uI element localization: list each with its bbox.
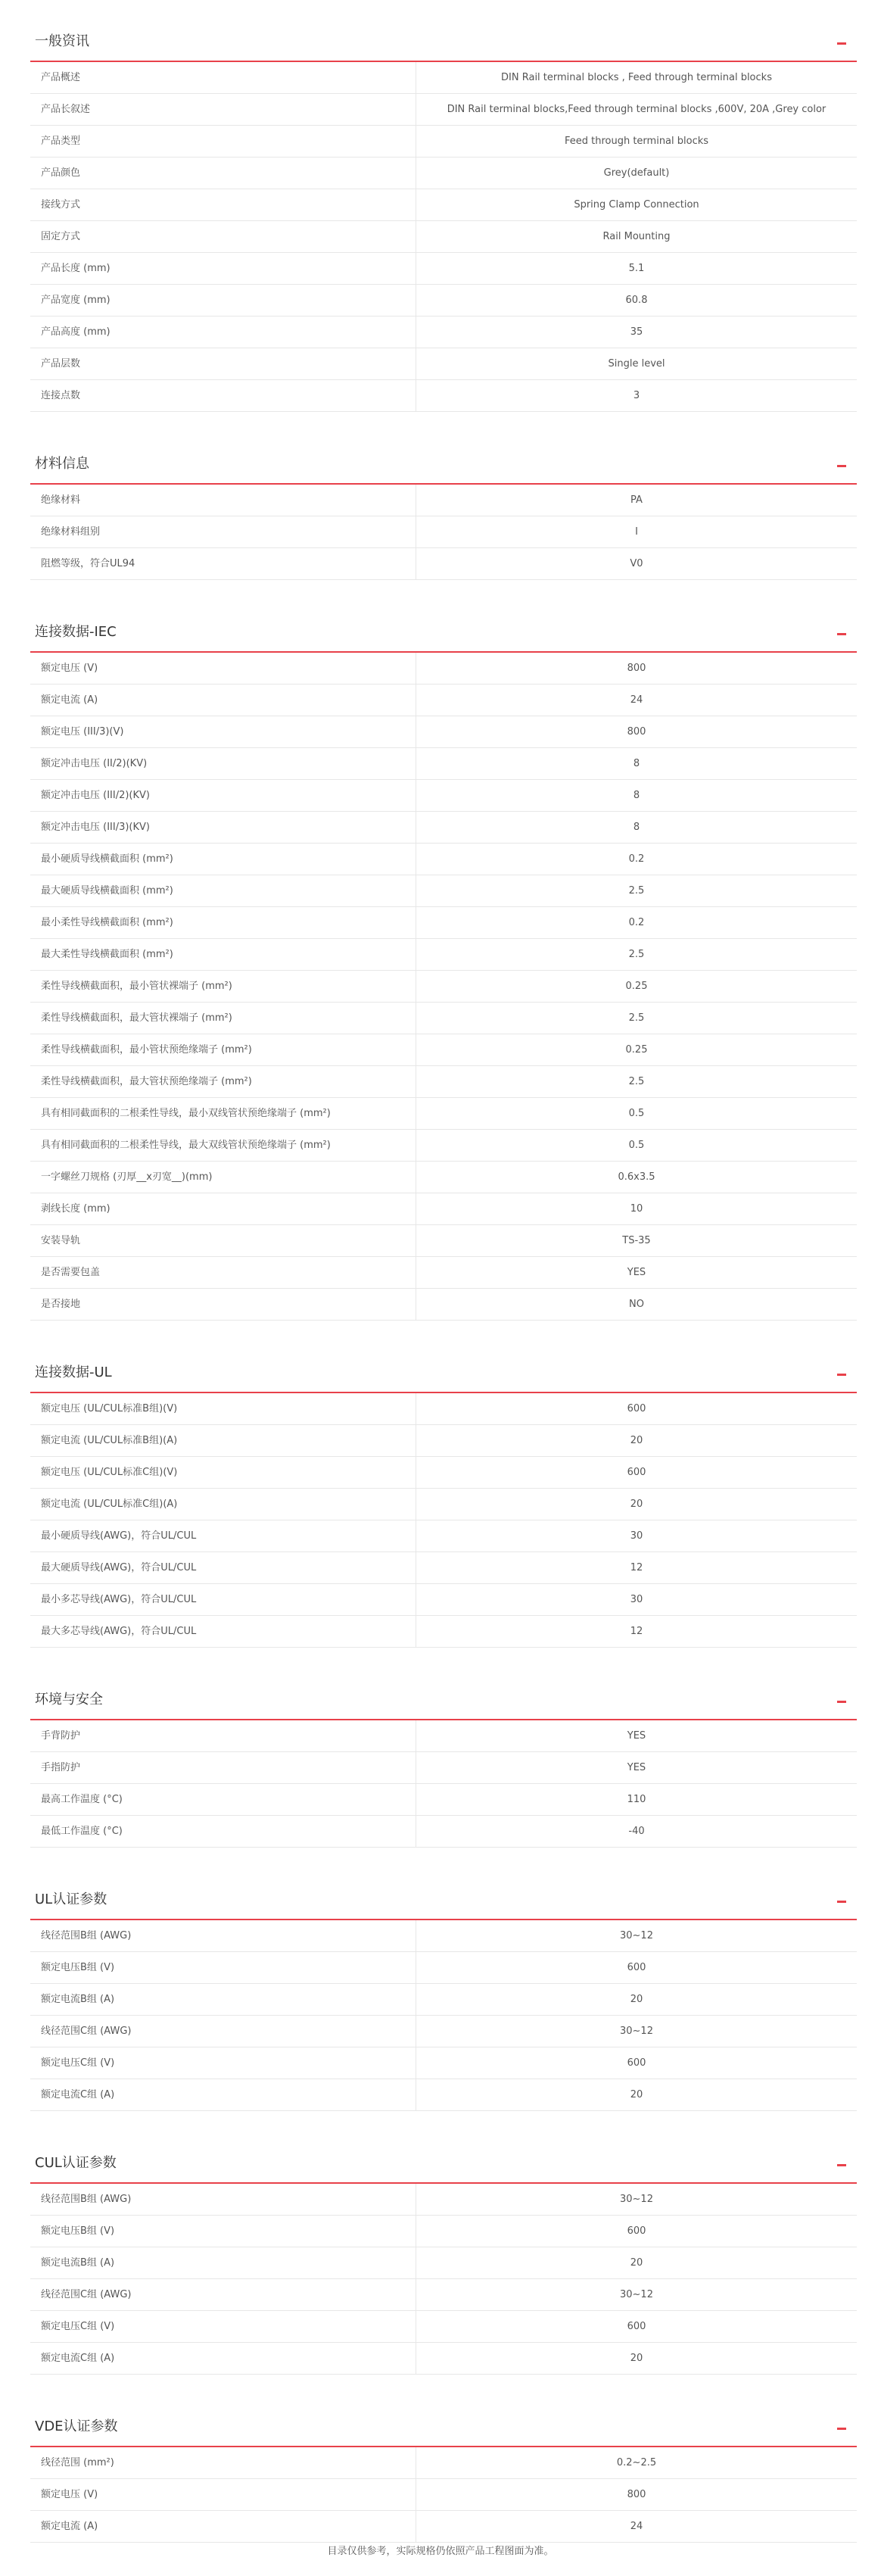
spec-value: 20 <box>630 2257 643 2269</box>
spec-value: 0.2~2.5 <box>616 2457 657 2468</box>
spec-row <box>30 939 857 971</box>
section-header[interactable] <box>30 613 857 653</box>
spec-value: 20 <box>630 1994 643 2005</box>
spec-row <box>30 1752 857 1784</box>
spec-label: 额定电压 (V) <box>30 2479 416 2510</box>
spec-row <box>30 2311 857 2343</box>
spec-label: 手背防护 <box>30 1720 416 1751</box>
spec-value: Rail Mounting <box>602 231 671 242</box>
spec-label: 具有相同截面积的二根柔性导线，最大双线管状预绝缘端子 (mm²) <box>30 1130 416 1161</box>
spec-row <box>30 748 857 780</box>
spec-row <box>30 1393 857 1425</box>
spec-value: 0.25 <box>625 1044 648 1056</box>
spec-label: 最大硬质导线横截面积 (mm²) <box>30 875 416 906</box>
spec-label: 额定冲击电压 (III/2)(KV) <box>30 780 416 811</box>
spec-label: 柔性导线横截面积，最大管状裸端子 (mm²) <box>30 1003 416 1034</box>
spec-label: 额定电压 (UL/CUL标准B组)(V) <box>30 1393 416 1424</box>
minus-icon[interactable] <box>837 465 846 467</box>
spec-value: Single level <box>608 358 665 370</box>
spec-value: Spring Clamp Connection <box>574 199 699 211</box>
spec-value: 30 <box>630 1594 643 1605</box>
spec-value: 600 <box>627 2225 646 2237</box>
spec-row <box>30 812 857 844</box>
spec-row <box>30 1162 857 1193</box>
spec-value: 2.5 <box>628 1076 645 1087</box>
spec-value: 8 <box>633 822 640 833</box>
spec-label: 最大多芯导线(AWG)，符合UL/CUL <box>30 1616 416 1647</box>
spec-value: 12 <box>630 1626 643 1637</box>
spec-label: 产品概述 <box>30 62 416 93</box>
spec-label: 额定电流 (A) <box>30 685 416 716</box>
spec-value: 2.5 <box>628 949 645 960</box>
spec-label: 是否接地 <box>30 1289 416 1320</box>
spec-row <box>30 1098 857 1130</box>
spec-row <box>30 2447 857 2479</box>
spec-row <box>30 548 857 580</box>
spec-value: I <box>635 526 638 538</box>
spec-value: 30 <box>630 1530 643 1542</box>
spec-row <box>30 685 857 716</box>
spec-row <box>30 2279 857 2311</box>
spec-label: 额定电流 (UL/CUL标准B组)(A) <box>30 1425 416 1456</box>
spec-label: 额定电流B组 (A) <box>30 2247 416 2278</box>
spec-label: 最小多芯导线(AWG)，符合UL/CUL <box>30 1584 416 1615</box>
spec-value: 8 <box>633 758 640 769</box>
spec-row <box>30 2247 857 2279</box>
spec-label: 绝缘材料组别 <box>30 516 416 547</box>
spec-value: 800 <box>627 726 646 738</box>
footer-note: 目录仅供参考，实际规格仍依照产品工程图面为准。 <box>327 2546 554 2557</box>
section-title: CUL认证参数 <box>35 2155 117 2171</box>
spec-value: 2.5 <box>628 1012 645 1024</box>
spec-value: PA <box>630 494 643 506</box>
spec-section <box>30 2144 857 2375</box>
spec-label: 产品层数 <box>30 348 416 379</box>
spec-label: 产品高度 (mm) <box>30 317 416 348</box>
spec-value: 0.25 <box>625 981 648 992</box>
spec-value: 30~12 <box>620 2194 653 2205</box>
spec-label: 固定方式 <box>30 221 416 252</box>
section-header[interactable] <box>30 2144 857 2184</box>
spec-value: DIN Rail terminal blocks,Feed through terminal blocks ,600V, 20A ,Grey color <box>447 104 827 115</box>
spec-value: 12 <box>630 1562 643 1573</box>
spec-value: Grey(default) <box>603 167 670 179</box>
spec-row <box>30 2479 857 2511</box>
spec-label: 额定电压 (III/3)(V) <box>30 716 416 747</box>
spec-row <box>30 1952 857 1984</box>
spec-value: 600 <box>627 2321 646 2332</box>
spec-value: 0.6x3.5 <box>618 1171 655 1183</box>
spec-section <box>30 1881 857 2111</box>
spec-value: 20 <box>630 1435 643 1446</box>
spec-label: 阻燃等级，符合UL94 <box>30 548 416 579</box>
spec-value: 800 <box>627 663 646 674</box>
spec-label: 额定电流C组 (A) <box>30 2079 416 2110</box>
spec-value: 30~12 <box>620 2289 653 2300</box>
spec-row <box>30 2016 857 2047</box>
spec-label: 最小硬质导线横截面积 (mm²) <box>30 844 416 875</box>
section-header[interactable] <box>30 2408 857 2447</box>
spec-label: 产品宽度 (mm) <box>30 285 416 316</box>
spec-value: 24 <box>630 2521 643 2532</box>
spec-value: 5.1 <box>628 263 645 274</box>
spec-row <box>30 1130 857 1162</box>
spec-label: 额定电压B组 (V) <box>30 2216 416 2247</box>
spec-row <box>30 1003 857 1034</box>
spec-label: 线径范围 (mm²) <box>30 2447 416 2478</box>
spec-row <box>30 2216 857 2247</box>
spec-row <box>30 380 857 412</box>
spec-section <box>30 23 857 412</box>
spec-label: 额定电流 (A) <box>30 2511 416 2542</box>
spec-label: 一字螺丝刀规格 (刃厚__x刃宽__)(mm) <box>30 1162 416 1193</box>
spec-value: Feed through terminal blocks <box>564 136 709 147</box>
spec-value: 35 <box>630 326 643 338</box>
spec-section <box>30 1354 857 1648</box>
spec-row <box>30 253 857 285</box>
spec-row <box>30 1425 857 1457</box>
section-title: 材料信息 <box>35 456 89 472</box>
spec-label: 最高工作温度 (°C) <box>30 1784 416 1815</box>
spec-value: -40 <box>628 1826 645 1837</box>
spec-label: 最小柔性导线横截面积 (mm²) <box>30 907 416 938</box>
spec-row <box>30 1289 857 1321</box>
section-title: 环境与安全 <box>35 1692 103 1707</box>
section-header[interactable] <box>30 23 857 62</box>
spec-row <box>30 2047 857 2079</box>
spec-row <box>30 157 857 189</box>
spec-value: 0.2 <box>628 917 645 928</box>
spec-value: YES <box>627 1267 646 1278</box>
spec-row <box>30 1552 857 1584</box>
spec-label: 柔性导线横截面积，最小管状预绝缘端子 (mm²) <box>30 1034 416 1065</box>
spec-row <box>30 126 857 157</box>
spec-row <box>30 62 857 94</box>
spec-row <box>30 875 857 907</box>
spec-section <box>30 1681 857 1848</box>
section-header[interactable] <box>30 1354 857 1393</box>
spec-label: 额定电压B组 (V) <box>30 1952 416 1983</box>
spec-value: 24 <box>630 694 643 706</box>
spec-label: 连接点数 <box>30 380 416 411</box>
spec-row <box>30 189 857 221</box>
spec-label: 具有相同截面积的二根柔性导线，最小双线管状预绝缘端子 (mm²) <box>30 1098 416 1129</box>
spec-label: 线径范围B组 (AWG) <box>30 1920 416 1951</box>
spec-label: 产品颜色 <box>30 157 416 189</box>
spec-row <box>30 2511 857 2543</box>
spec-label: 额定电压 (UL/CUL标准C组)(V) <box>30 1457 416 1488</box>
spec-row <box>30 844 857 875</box>
section-title: 连接数据-IEC <box>35 624 117 640</box>
spec-row <box>30 94 857 126</box>
spec-row <box>30 1034 857 1066</box>
spec-row <box>30 971 857 1003</box>
spec-row <box>30 317 857 348</box>
spec-page <box>30 23 857 2576</box>
section-header[interactable] <box>30 1881 857 1920</box>
spec-label: 额定电压 (V) <box>30 653 416 684</box>
spec-label: 最大硬质导线(AWG)，符合UL/CUL <box>30 1552 416 1583</box>
spec-label: 产品类型 <box>30 126 416 157</box>
spec-label: 额定电压C组 (V) <box>30 2047 416 2079</box>
spec-label: 最大柔性导线横截面积 (mm²) <box>30 939 416 970</box>
spec-label: 最低工作温度 (°C) <box>30 1816 416 1847</box>
spec-value: DIN Rail terminal blocks , Feed through terminal blocks <box>501 72 772 83</box>
spec-row <box>30 1984 857 2016</box>
spec-section <box>30 613 857 1321</box>
spec-label: 额定冲击电压 (II/2)(KV) <box>30 748 416 779</box>
spec-label: 安装导轨 <box>30 1225 416 1256</box>
spec-row <box>30 1066 857 1098</box>
spec-value: 110 <box>627 1794 646 1805</box>
spec-label: 额定电流B组 (A) <box>30 1984 416 2015</box>
spec-value: V0 <box>630 558 643 569</box>
spec-value: 600 <box>627 1962 646 1973</box>
spec-row <box>30 653 857 685</box>
spec-value: 20 <box>630 1499 643 1510</box>
spec-value: 60.8 <box>625 295 648 306</box>
spec-label: 线径范围B组 (AWG) <box>30 2184 416 2215</box>
spec-value: 600 <box>627 1403 646 1414</box>
spec-label: 额定电流 (UL/CUL标准C组)(A) <box>30 1489 416 1520</box>
spec-section <box>30 2408 857 2543</box>
minus-icon[interactable] <box>837 2164 846 2166</box>
section-header[interactable] <box>30 445 857 485</box>
spec-value: 0.5 <box>628 1140 645 1151</box>
spec-label: 剥线长度 (mm) <box>30 1193 416 1224</box>
spec-row <box>30 1457 857 1489</box>
spec-row <box>30 780 857 812</box>
spec-row <box>30 1257 857 1289</box>
minus-icon[interactable] <box>837 2428 846 2430</box>
spec-value: 3 <box>633 390 640 401</box>
spec-label: 最小硬质导线(AWG)，符合UL/CUL <box>30 1520 416 1552</box>
spec-value: 30~12 <box>620 2026 653 2037</box>
spec-label: 产品长叙述 <box>30 94 416 125</box>
spec-label: 线径范围C组 (AWG) <box>30 2279 416 2310</box>
spec-row <box>30 1784 857 1816</box>
spec-row <box>30 2343 857 2375</box>
spec-value: 2.5 <box>628 885 645 897</box>
spec-value: YES <box>627 1762 646 1773</box>
spec-row <box>30 1920 857 1952</box>
section-title: UL认证参数 <box>35 1891 107 1907</box>
spec-value: YES <box>627 1730 646 1742</box>
spec-value: NO <box>629 1299 644 1310</box>
spec-value: 20 <box>630 2089 643 2100</box>
section-title: 一般资讯 <box>35 33 89 49</box>
section-title: 连接数据-UL <box>35 1364 112 1380</box>
minus-icon[interactable] <box>837 1374 846 1376</box>
spec-row <box>30 1520 857 1552</box>
spec-row <box>30 2184 857 2216</box>
spec-row <box>30 516 857 548</box>
minus-icon[interactable] <box>837 42 846 45</box>
section-header[interactable] <box>30 1681 857 1720</box>
spec-row <box>30 485 857 516</box>
spec-row <box>30 716 857 748</box>
spec-row <box>30 1193 857 1225</box>
spec-row <box>30 1720 857 1752</box>
spec-label: 线径范围C组 (AWG) <box>30 2016 416 2047</box>
spec-value: 20 <box>630 2353 643 2364</box>
minus-icon[interactable] <box>837 1701 846 1703</box>
spec-label: 额定电流C组 (A) <box>30 2343 416 2374</box>
spec-label: 绝缘材料 <box>30 485 416 516</box>
spec-label: 手指防护 <box>30 1752 416 1783</box>
spec-value: 600 <box>627 1467 646 1478</box>
spec-value: 30~12 <box>620 1930 653 1941</box>
spec-row <box>30 1816 857 1848</box>
spec-label: 柔性导线横截面积，最小管状裸端子 (mm²) <box>30 971 416 1002</box>
spec-row <box>30 1225 857 1257</box>
spec-section <box>30 445 857 580</box>
minus-icon[interactable] <box>837 633 846 635</box>
spec-row <box>30 2079 857 2111</box>
spec-label: 接线方式 <box>30 189 416 220</box>
spec-row <box>30 285 857 317</box>
spec-label: 是否需要包盖 <box>30 1257 416 1288</box>
spec-row <box>30 348 857 380</box>
spec-row <box>30 1584 857 1616</box>
spec-row <box>30 1489 857 1520</box>
spec-value: TS-35 <box>622 1235 651 1246</box>
spec-label: 柔性导线横截面积，最大管状预绝缘端子 (mm²) <box>30 1066 416 1097</box>
spec-label: 额定电压C组 (V) <box>30 2311 416 2342</box>
spec-label: 产品长度 (mm) <box>30 253 416 284</box>
spec-row <box>30 1616 857 1648</box>
spec-value: 800 <box>627 2489 646 2500</box>
spec-value: 0.2 <box>628 853 645 865</box>
spec-value: 10 <box>630 1203 643 1215</box>
section-title: VDE认证参数 <box>35 2419 118 2434</box>
spec-value: 600 <box>627 2057 646 2069</box>
minus-icon[interactable] <box>837 1901 846 1903</box>
spec-label: 额定冲击电压 (III/3)(KV) <box>30 812 416 843</box>
spec-value: 0.5 <box>628 1108 645 1119</box>
spec-row <box>30 221 857 253</box>
spec-row <box>30 907 857 939</box>
spec-value: 8 <box>633 790 640 801</box>
